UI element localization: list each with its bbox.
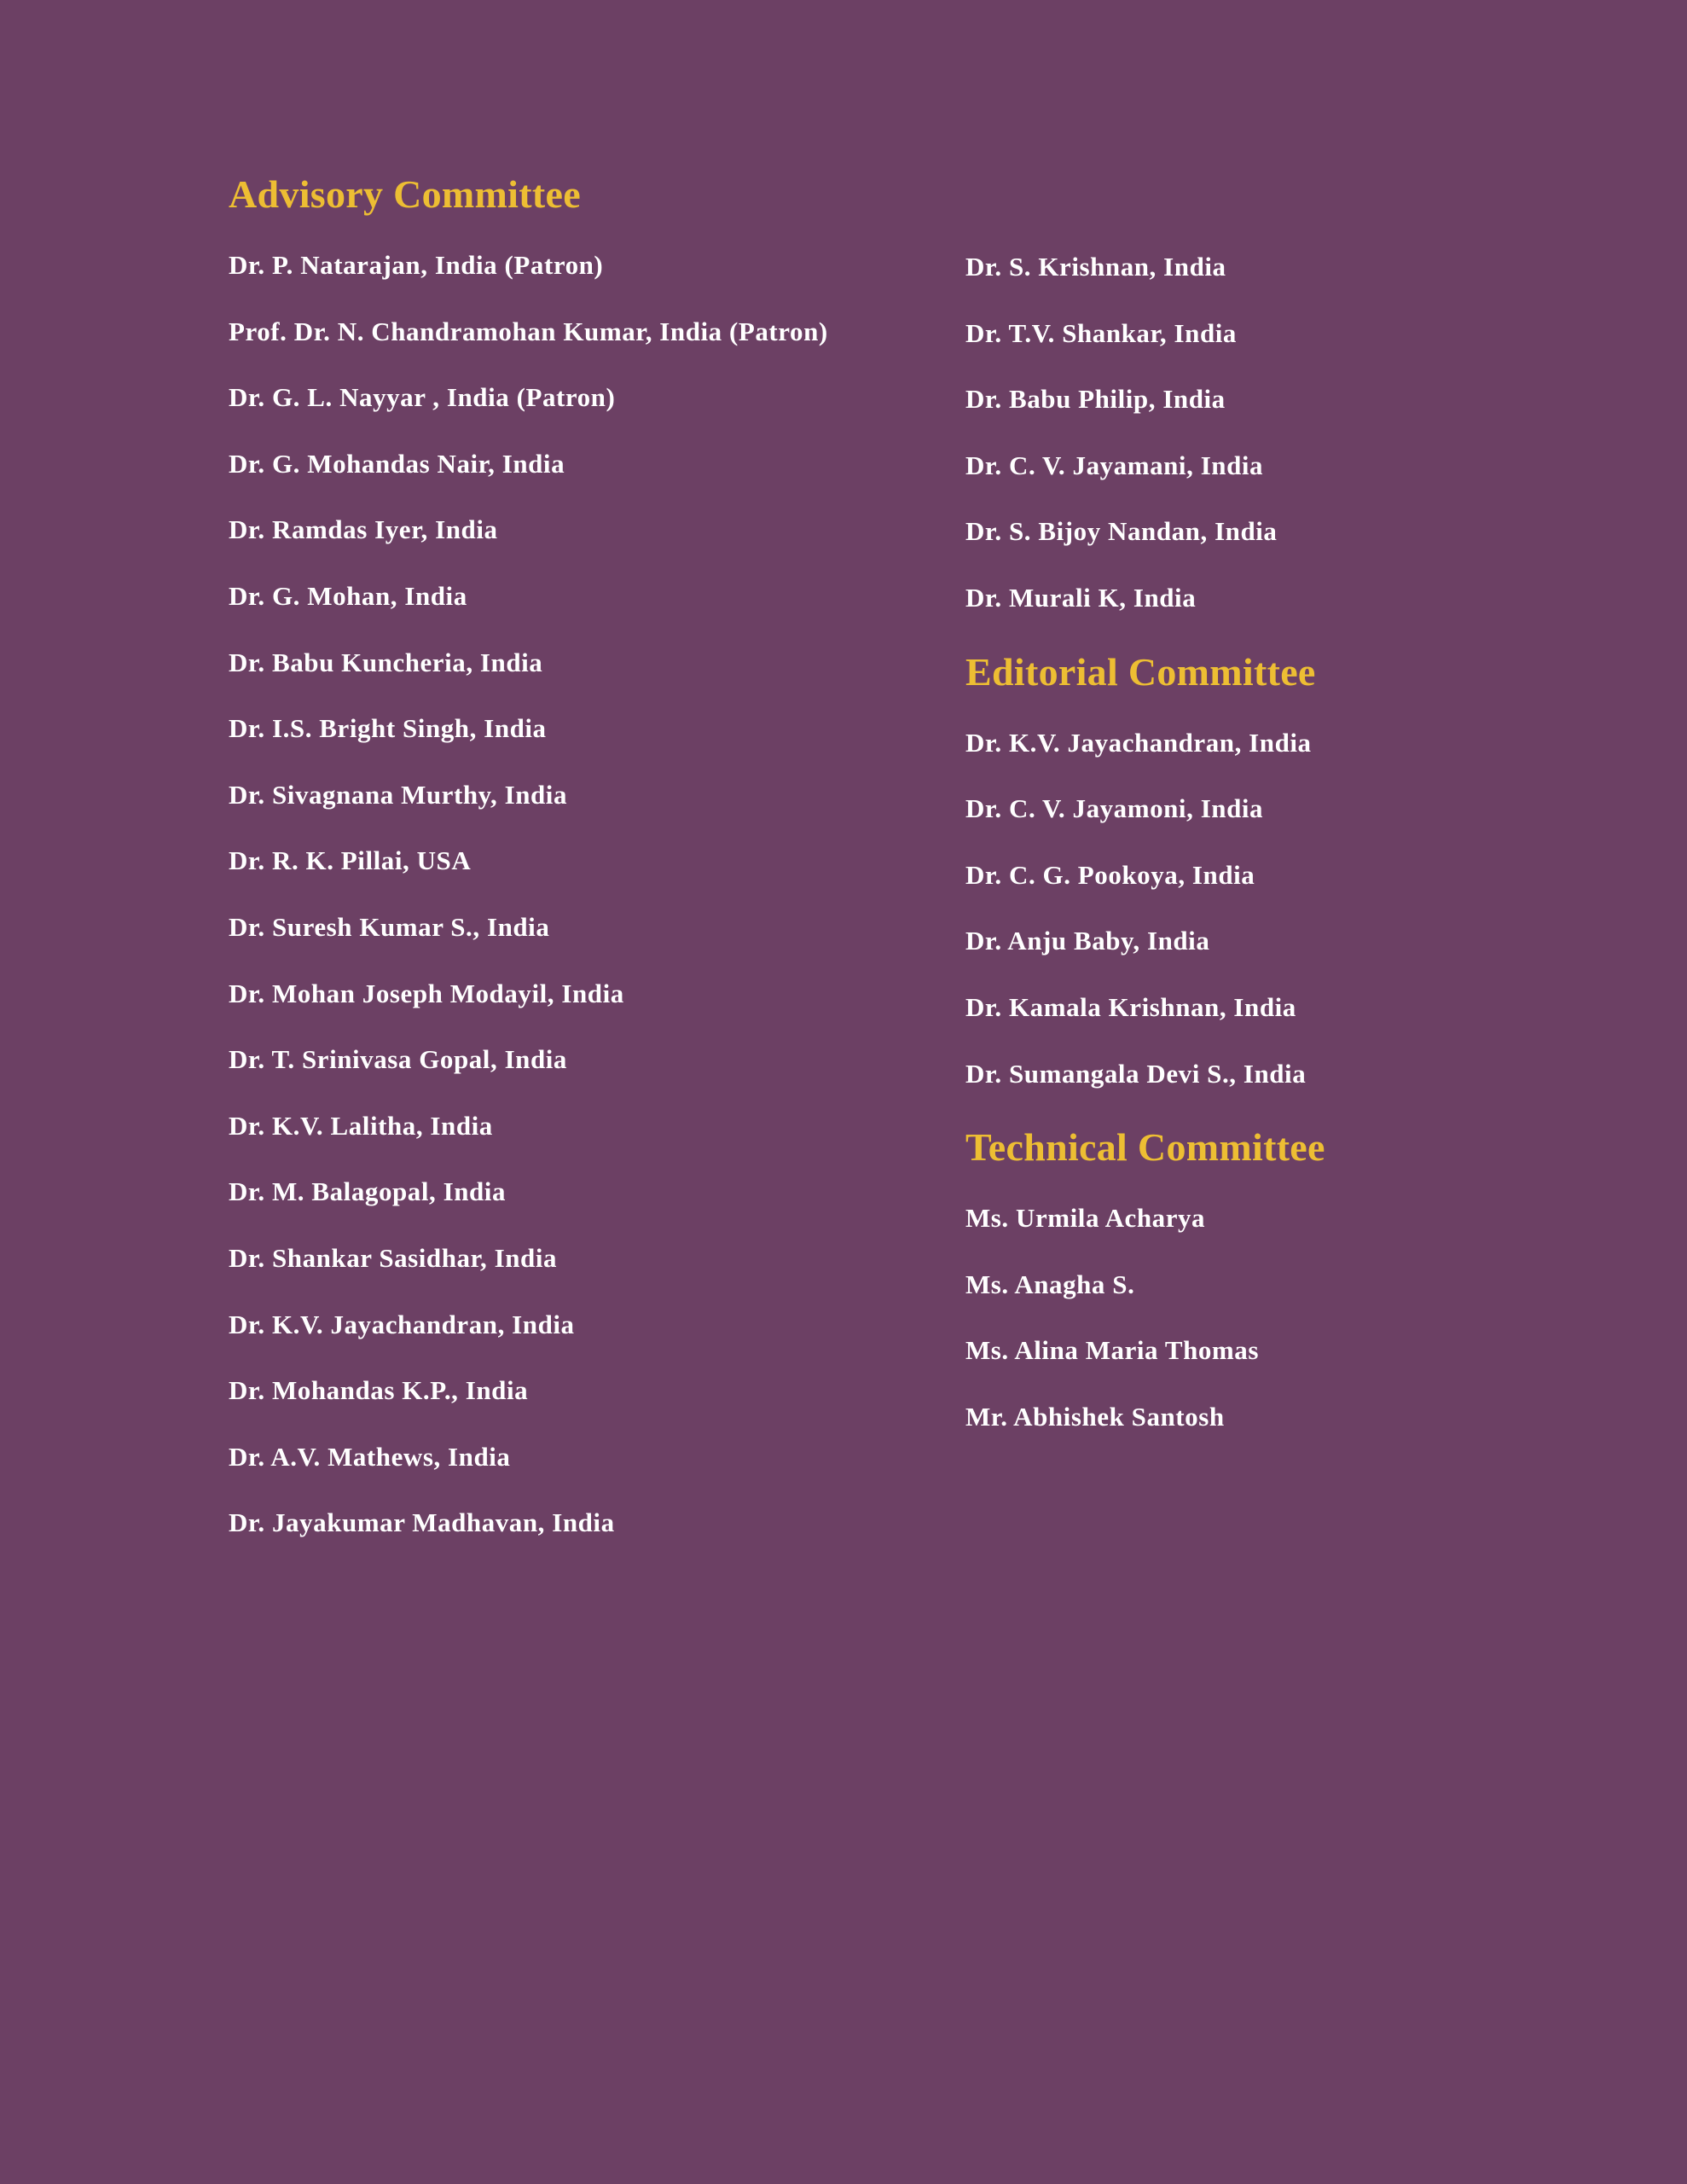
member-item: Dr. S. Krishnan, India [965, 252, 1226, 282]
member-item: Dr. P. Natarajan, India (Patron) [229, 250, 604, 280]
member-item: Dr. Suresh Kumar S., India [229, 911, 550, 942]
member-item: Dr. T. Srinivasa Gopal, India [229, 1044, 567, 1075]
member-item: Prof. Dr. N. Chandramohan Kumar, India (Patron) [229, 316, 828, 346]
member-item: Ms. Anagha S. [965, 1269, 1135, 1299]
technical-committee-heading: Technical Committee [965, 1125, 1325, 1170]
advisory-member-list-left [229, 232, 928, 1556]
member-item: Dr. C. V. Jayamani, India [965, 450, 1264, 480]
member-item: Dr. S. Bijoy Nandan, India [965, 516, 1278, 547]
member-item: Dr. K.V. Jayachandran, India [229, 1309, 575, 1339]
member-item: Dr. Babu Philip, India [965, 384, 1226, 415]
member-item: Dr. Jayakumar Madhavan, India [229, 1507, 615, 1538]
member-item: Dr. K.V. Lalitha, India [229, 1110, 493, 1141]
member-item: Dr. R. K. Pillai, USA [229, 845, 472, 876]
member-item: Dr. C. G. Pookoya, India [965, 859, 1255, 890]
member-item: Dr. Kamala Krishnan, India [965, 991, 1296, 1022]
editorial-committee-heading: Editorial Committee [965, 649, 1316, 694]
member-item: Dr. Mohan Joseph Modayil, India [229, 978, 624, 1008]
member-item: Dr. Sivagnana Murthy, India [229, 779, 568, 810]
member-item: Ms. Alina Maria Thomas [965, 1335, 1259, 1366]
member-item: Dr. Mohandas K.P., India [229, 1375, 529, 1406]
member-item: Dr. A.V. Mathews, India [229, 1441, 511, 1472]
member-item: Ms. Urmila Acharya [965, 1203, 1206, 1234]
member-item: Mr. Abhishek Santosh [965, 1401, 1225, 1432]
member-item: Dr. Anju Baby, India [965, 926, 1210, 956]
advisory-member-list-right [965, 234, 1631, 631]
member-item: Dr. Shankar Sasidhar, India [229, 1242, 558, 1273]
member-item: Dr. I.S. Bright Singh, India [229, 713, 547, 744]
member-item: Dr. M. Balagopal, India [229, 1176, 507, 1207]
editorial-member-list [965, 710, 1631, 1107]
member-item: Dr. T.V. Shankar, India [965, 317, 1237, 348]
member-item: Dr. Sumangala Devi S., India [965, 1058, 1307, 1089]
member-item: Dr. K.V. Jayachandran, India [965, 727, 1312, 758]
right-column [965, 234, 1631, 1450]
member-item: Dr. Babu Kuncheria, India [229, 647, 543, 677]
member-item: Dr. C. V. Jayamoni, India [965, 793, 1264, 824]
advisory-committee-heading: Advisory Committee [229, 172, 581, 216]
member-item: Dr. Murali K, India [965, 582, 1197, 613]
member-item: Dr. Ramdas Iyer, India [229, 514, 498, 545]
technical-member-list [965, 1185, 1631, 1449]
member-item: Dr. G. Mohandas Nair, India [229, 448, 565, 479]
member-item: Dr. G. L. Nayyar , India (Patron) [229, 382, 616, 413]
advisory-committee-section [229, 169, 928, 1556]
member-item: Dr. G. Mohan, India [229, 580, 467, 611]
